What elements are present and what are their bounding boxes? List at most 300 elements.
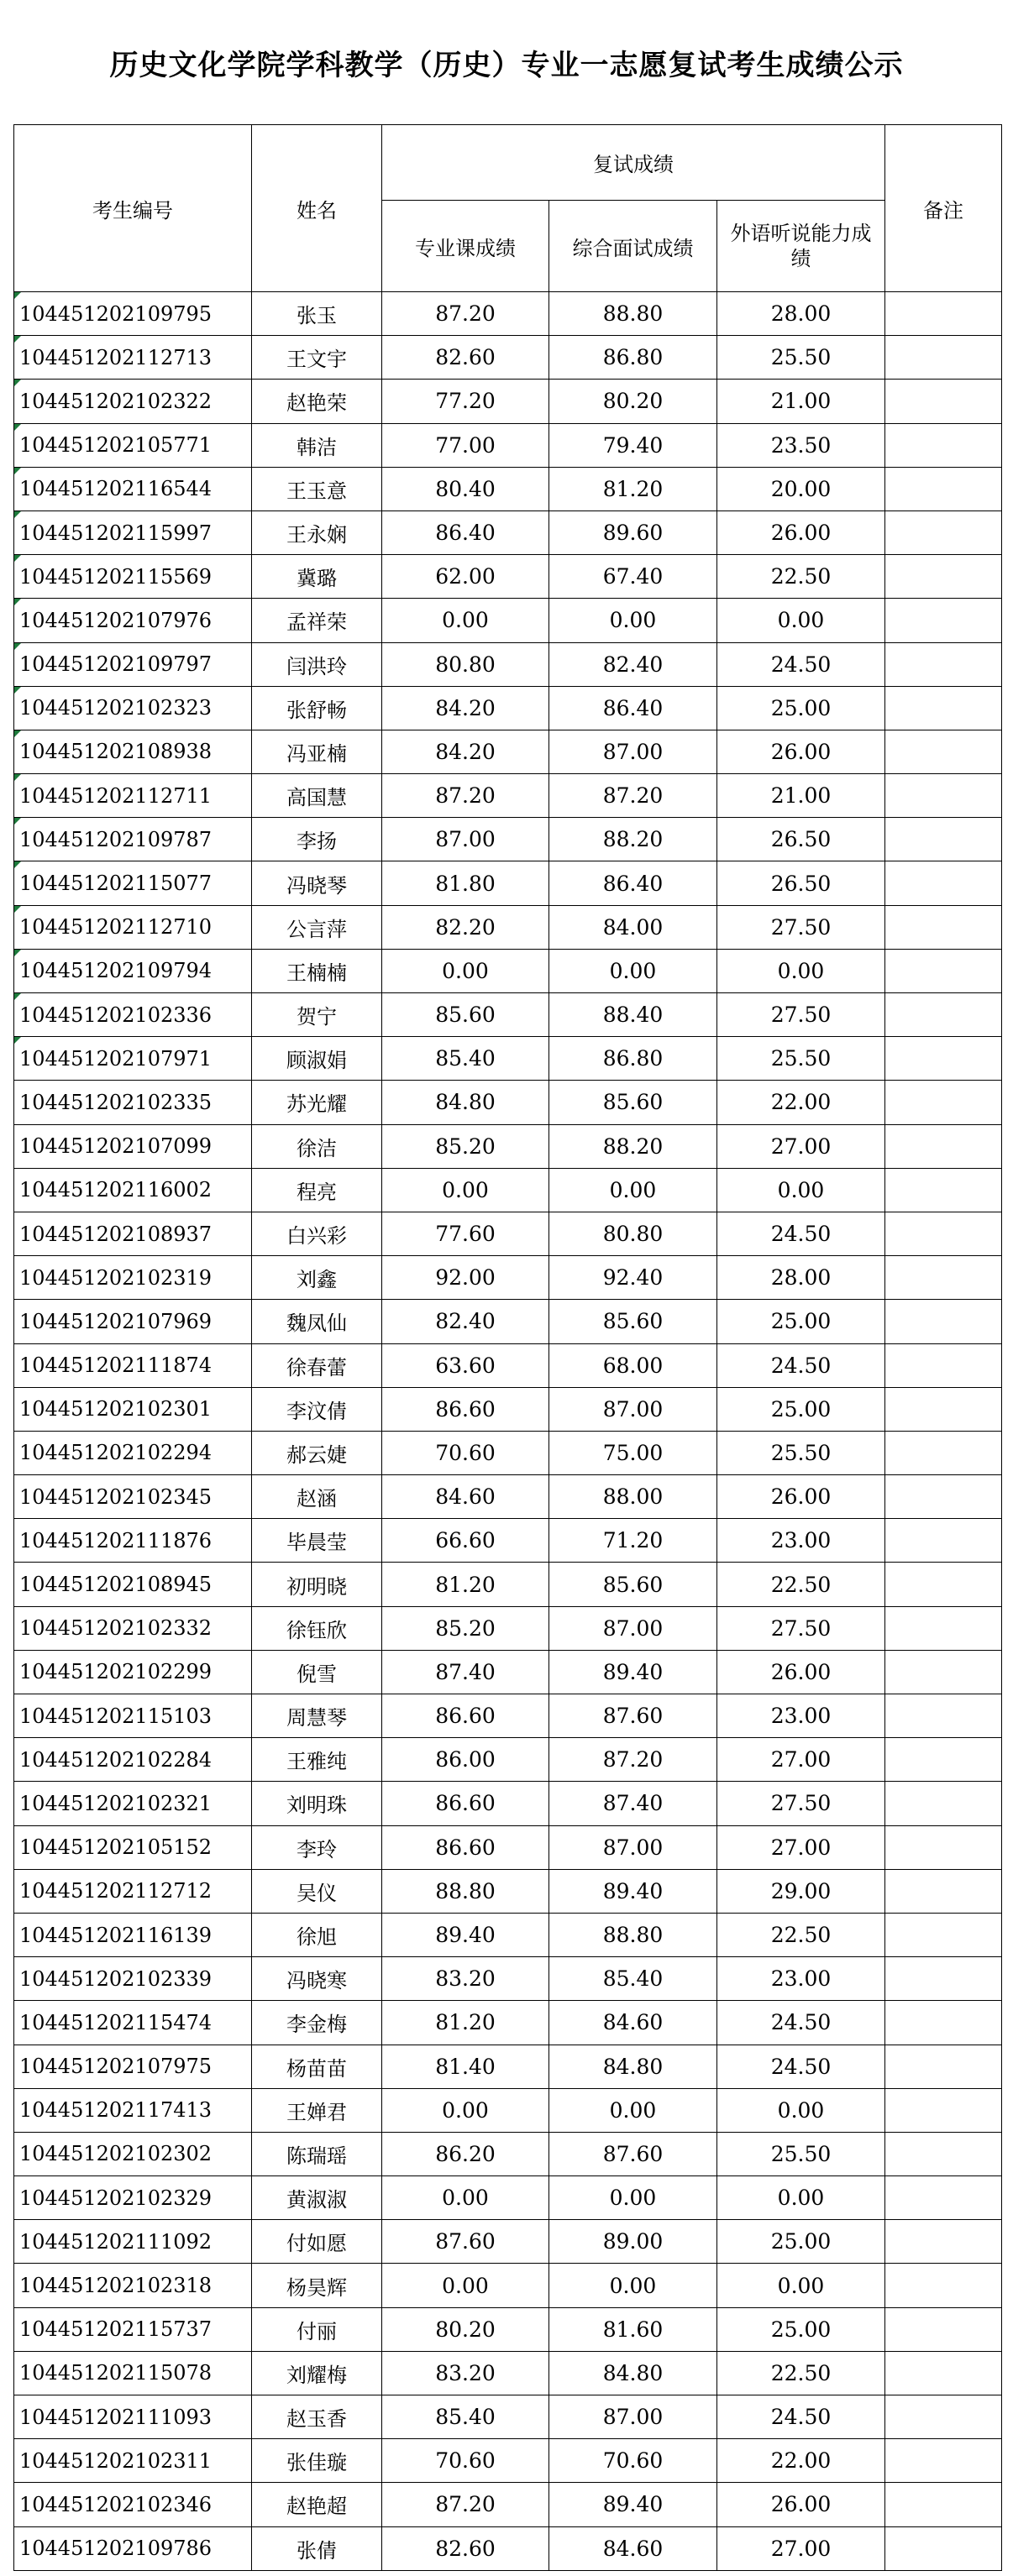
cell-interview: 87.60 <box>549 1694 717 1738</box>
cell-flag-marker <box>14 643 21 650</box>
cell-interview: 86.80 <box>549 336 717 380</box>
cell-name: 公言萍 <box>252 905 382 949</box>
scores-table <box>13 124 1002 2571</box>
cell-major-course: 81.20 <box>382 1563 549 1606</box>
cell-name: 李金梅 <box>252 2001 382 2045</box>
cell-major-course: 77.20 <box>382 380 549 423</box>
cell-remark <box>885 905 1002 949</box>
cell-interview: 84.60 <box>549 2526 717 2570</box>
cell-name: 顾淑娟 <box>252 1037 382 1081</box>
cell-major-course: 86.60 <box>382 1782 549 1825</box>
cell-interview: 0.00 <box>549 1168 717 1212</box>
cell-remark <box>885 861 1002 905</box>
cell-flag-marker <box>14 511 21 518</box>
cell-student-id <box>14 905 252 949</box>
cell-flag-marker <box>14 906 21 913</box>
cell-foreign-language: 27.00 <box>717 1825 885 1869</box>
cell-name: 闫洪玲 <box>252 642 382 686</box>
student-id-text: 104451202109787 <box>19 827 213 851</box>
cell-interview: 88.20 <box>549 1124 717 1168</box>
student-id-text: 104451202102301 <box>19 1397 213 1422</box>
student-id-text: 104451202115077 <box>19 872 213 896</box>
cell-flag-marker <box>14 993 21 1000</box>
cell-remark <box>885 1300 1002 1343</box>
cell-remark <box>885 1124 1002 1168</box>
cell-name: 陈瑞瑶 <box>252 2132 382 2175</box>
cell-major-course: 86.60 <box>382 1825 549 1869</box>
cell-student-id <box>14 1563 252 1606</box>
cell-foreign-language: 25.00 <box>717 686 885 730</box>
cell-major-course: 86.60 <box>382 1387 549 1431</box>
cell-remark <box>885 949 1002 992</box>
table-row <box>14 1475 1002 1519</box>
cell-interview: 70.60 <box>549 2439 717 2483</box>
cell-name: 徐钰欣 <box>252 1606 382 1650</box>
cell-foreign-language: 22.50 <box>717 2351 885 2395</box>
cell-major-course: 77.60 <box>382 1212 549 1255</box>
cell-major-course: 84.60 <box>382 1475 549 1519</box>
cell-interview: 87.00 <box>549 1387 717 1431</box>
table-row <box>14 1694 1002 1738</box>
cell-foreign-language: 29.00 <box>717 1869 885 1913</box>
cell-foreign-language: 23.00 <box>717 1519 885 1563</box>
table-row <box>14 1913 1002 1956</box>
cell-major-course: 86.40 <box>382 510 549 554</box>
cell-name: 张舒畅 <box>252 686 382 730</box>
cell-major-course: 66.60 <box>382 1519 549 1563</box>
cell-foreign-language: 23.00 <box>717 1957 885 2001</box>
cell-foreign-language: 25.50 <box>717 336 885 380</box>
cell-remark <box>885 1387 1002 1431</box>
cell-remark <box>885 1037 1002 1081</box>
cell-name: 杨苗苗 <box>252 2045 382 2088</box>
cell-interview: 89.00 <box>549 2220 717 2264</box>
cell-student-id <box>14 1300 252 1343</box>
cell-interview: 88.00 <box>549 1475 717 1519</box>
cell-interview: 87.60 <box>549 2132 717 2175</box>
cell-flag-marker <box>14 380 21 386</box>
cell-interview: 87.40 <box>549 1782 717 1825</box>
cell-interview: 68.00 <box>549 1343 717 1387</box>
cell-interview: 67.40 <box>549 555 717 599</box>
cell-foreign-language: 26.00 <box>717 2483 885 2526</box>
cell-name: 张佳璇 <box>252 2439 382 2483</box>
cell-student-id <box>14 1738 252 1782</box>
cell-major-course: 62.00 <box>382 555 549 599</box>
cell-foreign-language: 22.50 <box>717 1563 885 1606</box>
student-id-text: 104451202102322 <box>19 389 213 413</box>
cell-foreign-language: 27.00 <box>717 1738 885 1782</box>
cell-flag-marker <box>14 861 21 868</box>
cell-interview: 87.20 <box>549 774 717 818</box>
cell-flag-marker <box>14 292 21 299</box>
cell-remark <box>885 2220 1002 2264</box>
cell-major-course: 82.40 <box>382 1300 549 1343</box>
table-row <box>14 2088 1002 2132</box>
cell-student-id <box>14 2439 252 2483</box>
cell-student-id <box>14 1957 252 2001</box>
header-foreign-language <box>717 201 885 292</box>
cell-major-course: 86.60 <box>382 1694 549 1738</box>
cell-remark <box>885 2176 1002 2220</box>
cell-student-id <box>14 2526 252 2570</box>
cell-remark <box>885 774 1002 818</box>
cell-interview: 0.00 <box>549 949 717 992</box>
cell-name: 王楠楠 <box>252 949 382 992</box>
cell-remark <box>885 1957 1002 2001</box>
cell-foreign-language: 25.50 <box>717 2132 885 2175</box>
cell-remark <box>885 2264 1002 2307</box>
cell-major-course: 80.40 <box>382 467 549 510</box>
cell-remark <box>885 423 1002 467</box>
cell-remark <box>885 292 1002 336</box>
table-row <box>14 1256 1002 1300</box>
cell-name: 苏光耀 <box>252 1081 382 1124</box>
student-id-text: 104451202108945 <box>19 1573 213 1597</box>
cell-foreign-language: 22.50 <box>717 555 885 599</box>
table-row <box>14 292 1002 336</box>
cell-remark <box>885 1738 1002 1782</box>
cell-foreign-language: 21.00 <box>717 774 885 818</box>
student-id-text: 104451202108937 <box>19 1222 213 1246</box>
cell-interview: 88.80 <box>549 1913 717 1956</box>
cell-foreign-language: 22.00 <box>717 2439 885 2483</box>
student-id-text: 104451202107099 <box>19 1134 213 1159</box>
student-id-text: 104451202102339 <box>19 1966 213 1991</box>
table-row <box>14 1037 1002 1081</box>
cell-flag-marker <box>14 1037 21 1044</box>
cell-foreign-language: 0.00 <box>717 2088 885 2132</box>
cell-major-course: 85.40 <box>382 1037 549 1081</box>
table-row <box>14 1606 1002 1650</box>
cell-remark <box>885 1606 1002 1650</box>
cell-major-course: 80.20 <box>382 2307 549 2351</box>
cell-remark <box>885 1782 1002 1825</box>
table-body <box>14 292 1002 2571</box>
cell-student-id <box>14 2351 252 2395</box>
table-row <box>14 686 1002 730</box>
cell-interview: 84.60 <box>549 2001 717 2045</box>
cell-student-id <box>14 2264 252 2307</box>
header-remarks: 备注 <box>885 125 1002 292</box>
cell-foreign-language: 23.00 <box>717 1694 885 1738</box>
cell-major-course: 81.80 <box>382 861 549 905</box>
table-row <box>14 1168 1002 1212</box>
cell-interview: 85.60 <box>549 1300 717 1343</box>
cell-flag-marker <box>14 950 21 956</box>
cell-foreign-language: 24.50 <box>717 2001 885 2045</box>
cell-student-id <box>14 2045 252 2088</box>
cell-student-id <box>14 1825 252 1869</box>
cell-interview: 89.40 <box>549 1869 717 1913</box>
table-row <box>14 2439 1002 2483</box>
cell-student-id <box>14 730 252 773</box>
student-id-text: 104451202107975 <box>19 2055 213 2079</box>
cell-major-course: 0.00 <box>382 2264 549 2307</box>
cell-foreign-language: 25.00 <box>717 1387 885 1431</box>
cell-foreign-language: 26.50 <box>717 818 885 861</box>
table-row <box>14 467 1002 510</box>
cell-name: 王玉意 <box>252 467 382 510</box>
cell-foreign-language: 24.50 <box>717 2045 885 2088</box>
cell-name: 李汶倩 <box>252 1387 382 1431</box>
table-row <box>14 774 1002 818</box>
cell-foreign-language: 0.00 <box>717 2176 885 2220</box>
table-row <box>14 1650 1002 1694</box>
cell-foreign-language: 27.00 <box>717 2526 885 2570</box>
cell-interview: 85.60 <box>549 1081 717 1124</box>
student-id-text: 104451202115737 <box>19 2317 213 2342</box>
student-id-text: 104451202107969 <box>19 1309 213 1333</box>
cell-name: 程亮 <box>252 1168 382 1212</box>
cell-interview: 79.40 <box>549 423 717 467</box>
cell-student-id <box>14 510 252 554</box>
table-row <box>14 1212 1002 1255</box>
table-row <box>14 599 1002 642</box>
cell-interview: 82.40 <box>549 642 717 686</box>
cell-name: 付丽 <box>252 2307 382 2351</box>
table-row <box>14 949 1002 992</box>
cell-interview: 89.40 <box>549 1650 717 1694</box>
cell-remark <box>885 510 1002 554</box>
cell-flag-marker <box>14 468 21 474</box>
cell-remark <box>885 2045 1002 2088</box>
cell-name: 孟祥荣 <box>252 599 382 642</box>
student-id-text: 104451202116139 <box>19 1923 213 1947</box>
cell-foreign-language: 28.00 <box>717 292 885 336</box>
cell-student-id <box>14 1782 252 1825</box>
cell-flag-marker <box>14 555 21 562</box>
cell-student-id <box>14 686 252 730</box>
cell-student-id <box>14 642 252 686</box>
header-foreign-language-label: 外语听说能力成绩 <box>730 222 872 270</box>
cell-student-id <box>14 1431 252 1474</box>
cell-name: 贺宁 <box>252 993 382 1037</box>
cell-student-id <box>14 1519 252 1563</box>
cell-flag-marker <box>14 818 21 825</box>
header-major-course: 专业课成绩 <box>382 201 549 292</box>
cell-remark <box>885 467 1002 510</box>
cell-name: 刘耀梅 <box>252 2351 382 2395</box>
student-id-text: 104451202115569 <box>19 564 213 589</box>
cell-interview: 81.20 <box>549 467 717 510</box>
cell-major-course: 81.20 <box>382 2001 549 2045</box>
cell-student-id <box>14 2176 252 2220</box>
table-row <box>14 1081 1002 1124</box>
cell-student-id <box>14 2001 252 2045</box>
cell-name: 魏凤仙 <box>252 1300 382 1343</box>
cell-name: 徐洁 <box>252 1124 382 1168</box>
cell-remark <box>885 1825 1002 1869</box>
student-id-text: 104451202102284 <box>19 1747 213 1772</box>
table-row <box>14 861 1002 905</box>
table-row <box>14 993 1002 1037</box>
cell-foreign-language: 24.50 <box>717 1343 885 1387</box>
cell-student-id <box>14 1606 252 1650</box>
student-id-text: 104451202102323 <box>19 696 213 720</box>
student-id-text: 104451202102321 <box>19 1791 213 1815</box>
cell-name: 李扬 <box>252 818 382 861</box>
cell-name: 王文宇 <box>252 336 382 380</box>
cell-name: 冯晓琴 <box>252 861 382 905</box>
table-row <box>14 1825 1002 1869</box>
cell-interview: 87.20 <box>549 1738 717 1782</box>
cell-remark <box>885 2307 1002 2351</box>
cell-remark <box>885 380 1002 423</box>
cell-foreign-language: 25.00 <box>717 1300 885 1343</box>
cell-major-course: 86.20 <box>382 2132 549 2175</box>
cell-major-course: 0.00 <box>382 599 549 642</box>
cell-foreign-language: 26.50 <box>717 861 885 905</box>
cell-name: 张倩 <box>252 2526 382 2570</box>
cell-student-id <box>14 599 252 642</box>
cell-interview: 87.00 <box>549 2395 717 2439</box>
cell-student-id <box>14 774 252 818</box>
student-id-text: 104451202102332 <box>19 1616 213 1641</box>
cell-name: 付如愿 <box>252 2220 382 2264</box>
cell-interview: 87.00 <box>549 1606 717 1650</box>
student-id-text: 104451202109794 <box>19 959 213 983</box>
cell-remark <box>885 1869 1002 1913</box>
student-id-text: 104451202116544 <box>19 477 213 501</box>
cell-major-course: 0.00 <box>382 2176 549 2220</box>
cell-foreign-language: 25.00 <box>717 2220 885 2264</box>
cell-student-id <box>14 1124 252 1168</box>
cell-student-id <box>14 818 252 861</box>
cell-foreign-language: 25.50 <box>717 1431 885 1474</box>
cell-student-id <box>14 1168 252 1212</box>
cell-interview: 0.00 <box>549 2176 717 2220</box>
cell-interview: 0.00 <box>549 599 717 642</box>
cell-foreign-language: 25.00 <box>717 2307 885 2351</box>
cell-interview: 88.40 <box>549 993 717 1037</box>
student-id-text: 104451202102336 <box>19 1003 213 1027</box>
cell-name: 李玲 <box>252 1825 382 1869</box>
cell-name: 王婵君 <box>252 2088 382 2132</box>
cell-major-course: 87.20 <box>382 2483 549 2526</box>
cell-remark <box>885 2088 1002 2132</box>
cell-remark <box>885 730 1002 773</box>
table-row <box>14 380 1002 423</box>
student-id-text: 104451202112712 <box>19 1879 213 1903</box>
cell-student-id <box>14 993 252 1037</box>
student-id-text: 104451202102311 <box>19 2448 213 2473</box>
cell-remark <box>885 1168 1002 1212</box>
table-row <box>14 730 1002 773</box>
table-row <box>14 2307 1002 2351</box>
cell-foreign-language: 20.00 <box>717 467 885 510</box>
cell-major-course: 70.60 <box>382 2439 549 2483</box>
table-row <box>14 1957 1002 2001</box>
cell-student-id <box>14 2088 252 2132</box>
cell-flag-marker <box>14 599 21 605</box>
cell-major-course: 85.60 <box>382 993 549 1037</box>
table-row <box>14 2264 1002 2307</box>
table-row <box>14 555 1002 599</box>
cell-foreign-language: 23.50 <box>717 423 885 467</box>
cell-interview: 86.40 <box>549 861 717 905</box>
student-id-text: 104451202111092 <box>19 2229 213 2254</box>
table-row <box>14 1387 1002 1431</box>
table-row <box>14 1431 1002 1474</box>
student-id-text: 104451202107971 <box>19 1046 213 1071</box>
student-id-text: 104451202116002 <box>19 1178 213 1202</box>
student-id-text: 104451202112711 <box>19 783 213 808</box>
cell-interview: 80.80 <box>549 1212 717 1255</box>
cell-remark <box>885 818 1002 861</box>
cell-student-id <box>14 1694 252 1738</box>
cell-remark <box>885 2395 1002 2439</box>
cell-name: 杨昊辉 <box>252 2264 382 2307</box>
cell-name: 赵涵 <box>252 1475 382 1519</box>
cell-foreign-language: 24.50 <box>717 642 885 686</box>
cell-interview: 85.40 <box>549 1957 717 2001</box>
cell-foreign-language: 22.50 <box>717 1913 885 1956</box>
cell-major-course: 0.00 <box>382 1168 549 1212</box>
table-row <box>14 2395 1002 2439</box>
table-row <box>14 2176 1002 2220</box>
cell-remark <box>885 1519 1002 1563</box>
cell-interview: 71.20 <box>549 1519 717 1563</box>
student-id-text: 104451202102318 <box>19 2274 213 2298</box>
header-interview: 综合面试成绩 <box>549 201 717 292</box>
cell-name: 张玉 <box>252 292 382 336</box>
cell-foreign-language: 27.50 <box>717 1782 885 1825</box>
cell-major-course: 85.40 <box>382 2395 549 2439</box>
table-row <box>14 2045 1002 2088</box>
cell-foreign-language: 24.50 <box>717 2395 885 2439</box>
student-id-text: 104451202102329 <box>19 2186 213 2210</box>
cell-foreign-language: 28.00 <box>717 1256 885 1300</box>
student-id-text: 104451202102335 <box>19 1090 213 1114</box>
cell-interview: 86.40 <box>549 686 717 730</box>
cell-foreign-language: 0.00 <box>717 2264 885 2307</box>
header-retest-scores: 复试成绩 <box>382 125 885 201</box>
cell-interview: 84.00 <box>549 905 717 949</box>
student-id-text: 104451202102299 <box>19 1660 213 1684</box>
cell-name: 倪雪 <box>252 1650 382 1694</box>
cell-name: 吴仪 <box>252 1869 382 1913</box>
cell-name: 赵艳超 <box>252 2483 382 2526</box>
cell-foreign-language: 24.50 <box>717 1212 885 1255</box>
table-row <box>14 2220 1002 2264</box>
cell-major-course: 88.80 <box>382 1869 549 1913</box>
cell-foreign-language: 27.50 <box>717 993 885 1037</box>
cell-major-course: 77.00 <box>382 423 549 467</box>
cell-remark <box>885 642 1002 686</box>
cell-foreign-language: 26.00 <box>717 1475 885 1519</box>
table-row <box>14 1869 1002 1913</box>
cell-foreign-language: 0.00 <box>717 949 885 992</box>
cell-foreign-language: 27.00 <box>717 1124 885 1168</box>
cell-major-course: 80.80 <box>382 642 549 686</box>
cell-interview: 80.20 <box>549 380 717 423</box>
cell-major-course: 87.60 <box>382 2220 549 2264</box>
cell-foreign-language: 21.00 <box>717 380 885 423</box>
cell-name: 郝云婕 <box>252 1431 382 1474</box>
student-id-text: 104451202102346 <box>19 2492 213 2516</box>
cell-flag-marker <box>14 687 21 694</box>
cell-major-course: 92.00 <box>382 1256 549 1300</box>
cell-name: 冯晓寒 <box>252 1957 382 2001</box>
cell-student-id <box>14 2220 252 2264</box>
cell-major-course: 84.20 <box>382 730 549 773</box>
cell-flag-marker <box>14 730 21 737</box>
cell-interview: 75.00 <box>549 1431 717 1474</box>
cell-remark <box>885 2351 1002 2395</box>
cell-major-course: 82.60 <box>382 336 549 380</box>
student-id-text: 104451202115078 <box>19 2361 213 2385</box>
